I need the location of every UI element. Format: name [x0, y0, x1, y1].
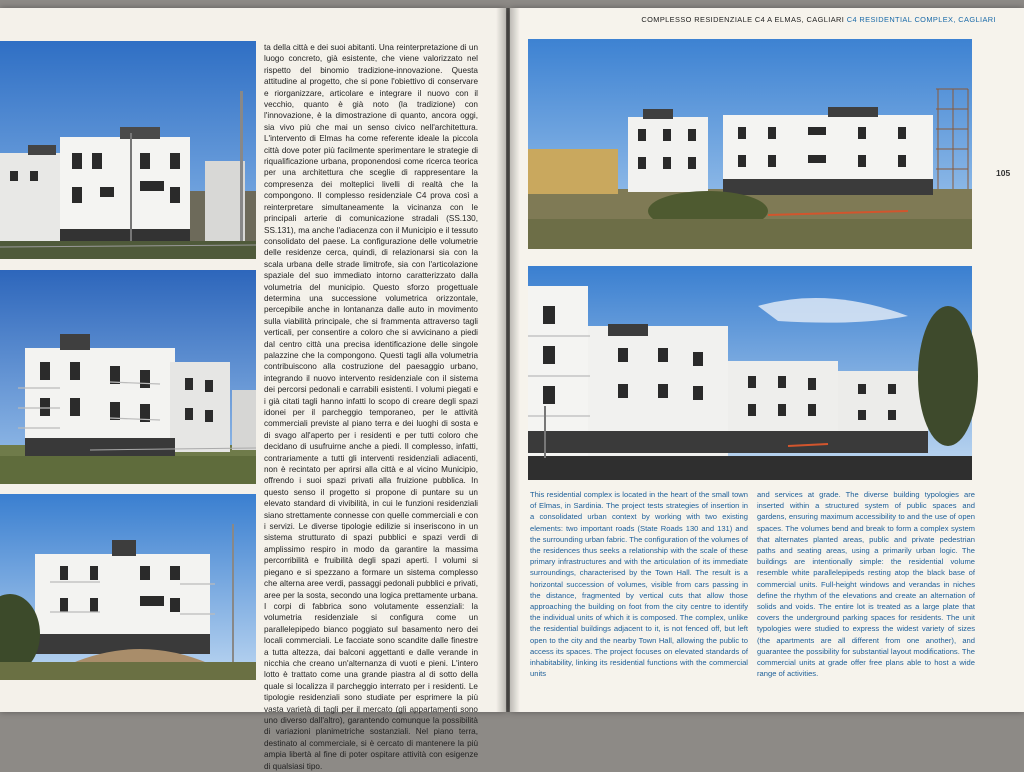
- english-column-1: [530, 489, 748, 679]
- photo-building-front: [0, 41, 256, 259]
- header-italian: COMPLESSO RESIDENZIALE C4 A ELMAS, CAGLIARI: [641, 15, 845, 24]
- left-page: [0, 8, 506, 771]
- photo-building-side: [0, 494, 256, 680]
- page-number: 105: [996, 168, 1011, 178]
- photo-complex-overview: [528, 39, 972, 249]
- english-paragraph-2: and services at grade. The diverse building typologies are inserted within a structured system of public spaces and gardens, ensuring maximum accessibility to and the use of open spaces. The volumes bend and break to form a complex system that alternates planted areas, public and private pedestrian paths and seating areas, using a primarily urban logic. The buildings are intentionally simple: the residential volume resemble white parallelepipeds resting atop the black base of commercial units. Full-height windows and verandas in niches define the rhythm of the elevations and create an alternation of solids and voids. The entire lot is treated as a large plate that covers the underground parking spaces for residents. The unit typologies were studied to express the widest variety of sizes (the apartments are all different from one another), and guarantee the possibility for substantial layout modifications. The commercial units at grade offer free plans able to host a wide range of activities.: [757, 490, 975, 679]
- italian-body-text: [264, 42, 478, 772]
- header-english: C4 RESIDENTIAL COMPLEX, CAGLIARI: [846, 15, 996, 24]
- right-page: [510, 8, 1024, 712]
- running-header: [641, 15, 996, 24]
- photo-complex-courtyard: [528, 266, 972, 480]
- italian-paragraph: ta della città e dei suoi abitanti. Una reinterpretazione di un luogo concreto, già esistente, che viene valorizzato nel rispetto del binomio tradizione-innovazione. Questa attitudine al progetto, che si pone l'obiettivo di conservare e riorganizzare, articolare e integrare il nuovo con il vecchio, quanto è già noto (la tradizione) con l'innovazione, è la dimostrazione di quanto, ancora oggi, sia vivo più che mai un senso civico nell'architettura. L'intervento di Elmas ha come referente ideale la piccola città dove poter più facilmente sperimentare le strategie di riqualificazione urbana, proponendosi come ricerca teorica per una architettura che sceglie di rappresentare la compresenza dei molteplici livelli di realtà che la compongono. Il complesso residenziale C4 prova così a reinterpretare simultaneamente la vicinanza con le principali arterie di comunicazione stradali (SS.130, SS.131), ma anche l'adiacenza con il Municipio e il tessuto consolidato del paese. La configurazione delle volumetrie delle residenze cerca, quindi, di relazionarsi sia con la scala urbana delle strade limitrofe, sia con l'articolazione spaziale del suo immediato intorno caratterizzato dalla volumetria del municipio. Questo sforzo progettuale determina una successione volumetrica orizzontale, percepibile anche in lontananza dalle auto in movimento sulla viabilità principale, che si frammenta attraverso tagli verticali, per consentire a coloro che si avvicinano a piedi dal centro città una precisa identificazione delle singole palazzine che la compongono. Questi tagli alla volumetria contribuiscono alla costruzione del paesaggio urbano, integrando il nuovo intervento residenziale con il sistema dei percorsi pedonali e carrabili esistenti. I volumi piegati e i già citati tagli hanno infatti lo scopo di creare degli spazi idonei per il parcheggio temporaneo, per le attività commerciali previste al piano terra e dei luoghi di sosta e di svago all'aperto per i residenti e per tutti coloro che decidano di usufruirne anche a piedi. Il complesso, infatti, contrariamente a tutti gli interventi residenziali adiacenti, non è recintato per aprirsi alla città e al vicino Municipio, offrendo i suoi spazi privati alla fruizione pubblica. In questo senso il progetto si propone di puntare su un elevato standard di vivibilità, in cui le funzioni residenziali siano strettamente connesse con quelle commerciali e con i servizi. Le diverse tipologie edilizie si inseriscono in un sistema strutturato di spazi pubblici e spazi verdi di amplissimo respiro in modo da garantire la massima percorribilità e fruibilità degli spazi aperti. I volumi si piegano e si spezzano a formare un sistema complesso che alterna aree verdi, passaggi pedonali pubblici e privati, aree per la sosta, secondo una logica prettamente urbana. I corpi di fabbrica sono volutamente essenziali: la volumetria residenziale si configura come un parallelepipedo bianco poggiato sul basamento nero dei locali commerciali. Le facciate sono scandite dalle finestre a tutta altezza, dai balconi aggettanti e dalle verande in nicchia che creano un'alternanza di vuoti e pieni. L'intero lotto è trattato come una grande piastra al di sotto della quale si localizza il parcheggio interrato per i residenti. Le tipologie residenziali sono studiate per esprimere la più vasta varietà di tagli per il mercato (gli appartamenti sono uno diverso dall'altro), garantendo comunque la possibilità di variazioni planimetriche sostanziali. Nel piano terra, destinato al commerciale, si è cercato di mantenere la più ampia libertà al fine di poter ospitare attività con esigenze di qualsiasi tipo.: [264, 43, 478, 771]
- english-paragraph-1: This residential complex is located in the heart of the small town of Elmas, in Sardinia. The project tests strategies of insertion in a consolidated urban context by working with two existing elements: two important roads (State Roads 130 and 131) and the surrounding urban fabric. The configuration of the volumes of the residences thus seeks a relationship with the scale of these primary infrastructures and with the articulation of its immediate surroundings, characterised by the Town Hall. The result is a horizontal succession of volumes, visible from cars passing in the distance, fragmented by vertical cuts that allow those approaching the building on foot from the city centre to identify the individual units of which it is composed. The complex, unlike the residential buildings adjacent to it, is not fenced off, but left open to the city and the nearby Town Hall, allowing the public to access its spaces. The project focuses on elevated standards of inhabitability, linking its residential functions with the commercial units: [530, 490, 748, 679]
- english-column-2: [757, 489, 975, 679]
- photo-building-corner: [0, 270, 256, 484]
